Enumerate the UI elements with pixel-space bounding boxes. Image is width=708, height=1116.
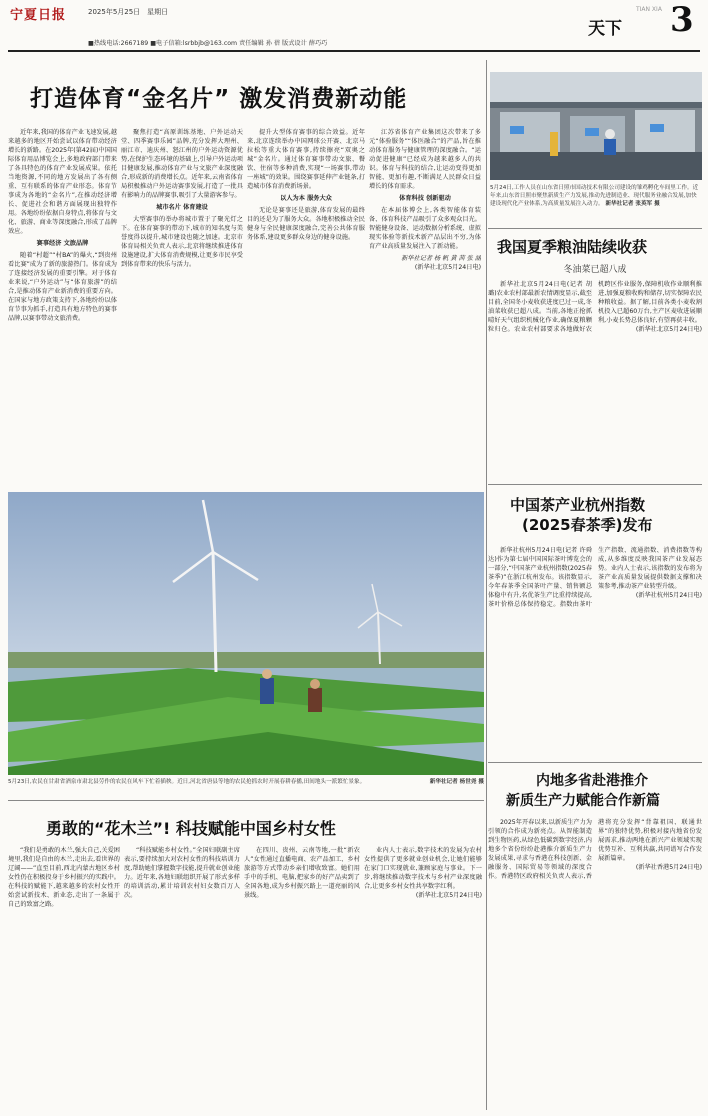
- hk-body: [488, 818, 702, 1108]
- tea-top-rule: [488, 484, 702, 485]
- factory-photo: [490, 72, 702, 180]
- masthead-rule: [8, 50, 700, 52]
- lead-dateline: (新华社北京5月24日电): [414, 264, 481, 271]
- issue-date: 2025年5月25日 星期日: [88, 8, 169, 16]
- hk-credit: (新华社香港5月24日电): [635, 864, 702, 871]
- women-column-1: [8, 846, 120, 1108]
- lead-subhead: 赛事经济 文旅品牌: [36, 240, 89, 247]
- hk-headline-line2: 新质生产力赋能合作新篇: [506, 793, 660, 809]
- section-pinyin: TIAN XIA: [636, 6, 662, 13]
- column-divider: [486, 60, 487, 1110]
- women-credit: (新华社北京5月24日电): [415, 892, 482, 899]
- lead-paragraph: 提升大型体育赛事的综合效益。近年来,北京连续举办中国网球公开赛、北京马拉松等重大体育赛事,持续擦亮“双奥之城”金名片。通过体育赛事带动文旅、餐饮、住宿等多种消费,实现“一场赛事,带动一座城”的效果。围绕赛事延伸产业链条,打造城市体育消费新场景。: [247, 129, 365, 190]
- grain-headline: 我国夏季粮油陆续收获: [497, 238, 648, 256]
- lead-subhead: 城市名片 体育建设: [156, 204, 208, 211]
- tea-body: [488, 546, 702, 758]
- tea-paragraph: 新华社杭州5月24日电(记者 许舜达)作为第七届中国国际茶叶博览会的一部分,“中国茶产业杭州指数(2025春茶季)”在浙江杭州发布。该指数显示,今年春茶季全国茶叶产量、销售额总体稳中有升,名优茶生产比重持续提高,茶叶价格总体保持稳定。指数由茶叶生产指数、流通指数、消费指数等构成,从多维度反映我国茶产业发展态势。业内人士表示,该指数的发布将为茶产业高质量发展提供数据支撑和决策参考,推动茶产业转型升级。: [488, 547, 702, 608]
- lead-paragraph: 无论是赛事还是旅游,体育发展的最终目的还是为了服务大众。各地积极推动全民健身与全民健康深度融合,完善公共体育服务体系,建设更多群众身边的健身设施。: [247, 207, 365, 241]
- hk-paragraph: 2025年开春以来,以新质生产力为引领的合作成为新亮点。从智能制造到生物医药,从绿色低碳到数字经济,内地多个省份纷纷赴港推介新质生产力发展成果,寻求与香港在科技创新、金融服务、国际贸易等领域的深度合作。香港特区政府相关负责人表示,香港将充分发挥“背靠祖国、联通世界”的独特优势,积极对接内地省份发展需求,推动两地在新兴产业领域实现优势互补、互利共赢,共同谱写合作发展新篇章。: [488, 819, 702, 880]
- lead-column-3: [247, 128, 365, 480]
- women-paragraph: “我们是勇敢的木兰,强大自己,关爱困境里,我们是自由的木兰,走出去,看世界的辽阔——”直至目前,西北内蒙古地区乡村女性仍在积极投身于乡村振兴的实践中。在科技的赋能下,越来越多的农村女性开始尝试新技术、新业态,走出了一条属于自己的致富之路。: [8, 847, 120, 908]
- women-column-2: [124, 846, 240, 1108]
- grain-top-rule: [488, 228, 702, 229]
- women-top-rule: [8, 800, 484, 801]
- grain-body: [488, 280, 702, 476]
- tea-credit: (新华社杭州5月24日电): [635, 592, 702, 599]
- lead-credit: 新华社记者 杨 帆 黄 茜 张 涵: [401, 255, 481, 262]
- factory-photo-caption: 5月24日,工作人员在山东省日照市国动技术有限公司建设的雏鸡孵化车间里工作。近年来,山东省日照市聚焦新质生产力发展,推动先进制造业、现代服务业融合发展,加快建设现代化产业体系,为高质量发展注入动力。 新华社记者 张英军 摄: [490, 185, 699, 207]
- lead-paragraph: 聚焦打造“高原训练基地、户外运动天堂、四季赛事乐园”品牌,充分发挥大理州、丽江市、迪庆州、怒江州的户外运动资源优势,在保护生态环境的基础上,引导户外运动项目健康发展,推动体育产业与文旅产业深度融合,形成新的消费增长点。近年来,云南省体育局积极推动户外运动赛事发展,打造了一批具有影响力的品牌赛事,吸引了大量游客参与。: [121, 129, 243, 199]
- wind-turbine-caption: 5月23日,农民在甘肃省酒泉市肃北县劳作的农民在风车下忙着插秧。近日,河北省唐县等地的农民抢抓农时开展春耕春播,田间地头一派繁忙景象。 新华社记者 杨世尧 摄: [8, 779, 484, 785]
- hk-headline-line1: 内地多省赴港推介: [536, 773, 648, 789]
- women-paragraph: “科技赋能乡村女性。”全国妇联副主席表示,要持续加大对农村女性的科技培训力度,帮助她们掌握数字技能,提升就业创业能力。近年来,各地妇联组织开展了形式多样的培训活动,累计培训农村妇女数百万人次。: [124, 847, 240, 899]
- lead-subhead: 体育科技 创新驱动: [399, 195, 451, 202]
- lead-paragraph: 近年来,我国的体育产业飞速发展,越来越多的地区开始尝试以体育带动经济增长的新路。在2025年(第42届)中国国际体育用品博览会上,多地政府部门带来了各具特色的体育产业发展成果。依托当地资源,不同的地方发展出了各有侧重、互有联系的体育产业形态。体育节事成为各地的“金名片”,在推动经济增长、促进社会和谐方面展现出独特作用。各地纷纷依据自身特点,将体育与文化、旅游、商业等深度融合,形成了品牌效应。: [8, 129, 117, 235]
- lead-paragraph: 在本届体博会上,各类智能体育装备、体育科技产品吸引了众多观众目光。智能健身设备、运动数据分析系统、虚拟现实体验等新技术新产品层出不穷,为体育产业高质量发展注入了新动能。: [369, 207, 481, 250]
- tea-headline-line2: (2025春茶季)发布: [522, 516, 653, 534]
- women-paragraph: 在四川、贵州、云南等地,一批“新农人”女性通过直播电商、农产品加工、乡村旅游等方式带动乡亲们增收致富。她们用手中的手机、电脑,把家乡的好产品卖到了全国各地,成为乡村振兴路上一道亮丽的风景线。: [244, 847, 360, 899]
- wind-turbine-credit: 新华社记者 杨世尧 摄: [429, 779, 484, 785]
- lead-column-2: [121, 128, 243, 480]
- lead-column-4: [369, 128, 481, 480]
- women-headline: 勇敢的“花木兰”! 科技赋能中国乡村女性: [46, 819, 336, 838]
- grain-credit: (新华社北京5月24日电): [635, 326, 702, 333]
- section-title: 天下: [588, 19, 622, 39]
- lead-headline: 打造体育“金名片” 激发消费新动能: [30, 86, 408, 112]
- wind-turbine-photo: [8, 492, 484, 775]
- women-paragraph: 业内人士表示,数字技术的发展为农村女性提供了更多就业创业机会,让她们能够在家门口实现就业,兼顾家庭与事业。下一步,将继续推动数字技术与乡村产业深度融合,让更多乡村女性共享数字红利。: [364, 847, 482, 890]
- lead-paragraph: 江苏省体育产业集团这次带来了多元“体验服务”“体医融合”的产品,旨在推动体育服务与健康管理的深度融合。“运动促进健康”已经成为越来越多人的共识。体育与科技的结合,让运动变得更加智能、更加有趣,不断满足人民群众日益增长的体育需求。: [369, 129, 481, 190]
- info-line: ■热线电话:2667189 ■电子信箱:lsrbbjb@163.com 责任编辑 孙 蓓 版式设计 薛巧巧: [88, 40, 328, 47]
- lead-paragraph: 大型赛事的举办将城市置于了聚光灯之下。在体育赛事的带动下,城市的知名度与美誉度得以提升,城市建设也随之加速。北京市体育局相关负责人表示,北京将继续推进体育设施建设,扩大体育消费规模,让更多市民享受到体育带来的快乐与活力。: [121, 216, 243, 268]
- newspaper-logo: 宁夏日报: [10, 8, 67, 23]
- lead-column-1: [8, 128, 117, 480]
- lead-paragraph: 随着“村超”“村BA”的爆火,“到贵州看比赛”成为了新的旅游热门。体育成为了连接经济发展的重要引擎。对于体育业来说,“户外运动”与“体育旅游”的结合,是推动体育产业新消费的重要方向。在国家与地方政策支持下,各地纷纷以体育节事为抓手,打造具有地方特色的赛事品牌,以赛事带动文旅消费。: [8, 252, 117, 322]
- grain-paragraph: 新华社北京5月24日电(记者 胡璐)农业农村部最新农情调度显示,截至目前,全国冬小麦收获进度已过一成,冬油菜收获已超八成。当前,各地正抢抓晴好天气组织机械化作业,确保夏粮颗粒归仓。农业农村部要求各地做好农机跨区作业服务,保障机收作业顺利推进,加强夏粮收购和储存,切实保障农民种粮收益。据了解,目前各类小麦收割机投入已超60万台,主产区麦收进展顺利,小麦长势总体良好,有望再获丰收。: [488, 281, 702, 333]
- hk-top-rule: [488, 762, 702, 763]
- lead-subhead: 以人为本 服务大众: [280, 195, 332, 202]
- women-column-3: [244, 846, 360, 1108]
- women-column-4: [364, 846, 482, 1108]
- page-number: 3: [670, 0, 694, 40]
- tea-headline-line1: 中国茶产业杭州指数: [510, 496, 646, 514]
- grain-subhead: 冬油菜已超八成: [563, 265, 627, 275]
- factory-photo-credit: 新华社记者 张英军 摄: [605, 201, 660, 207]
